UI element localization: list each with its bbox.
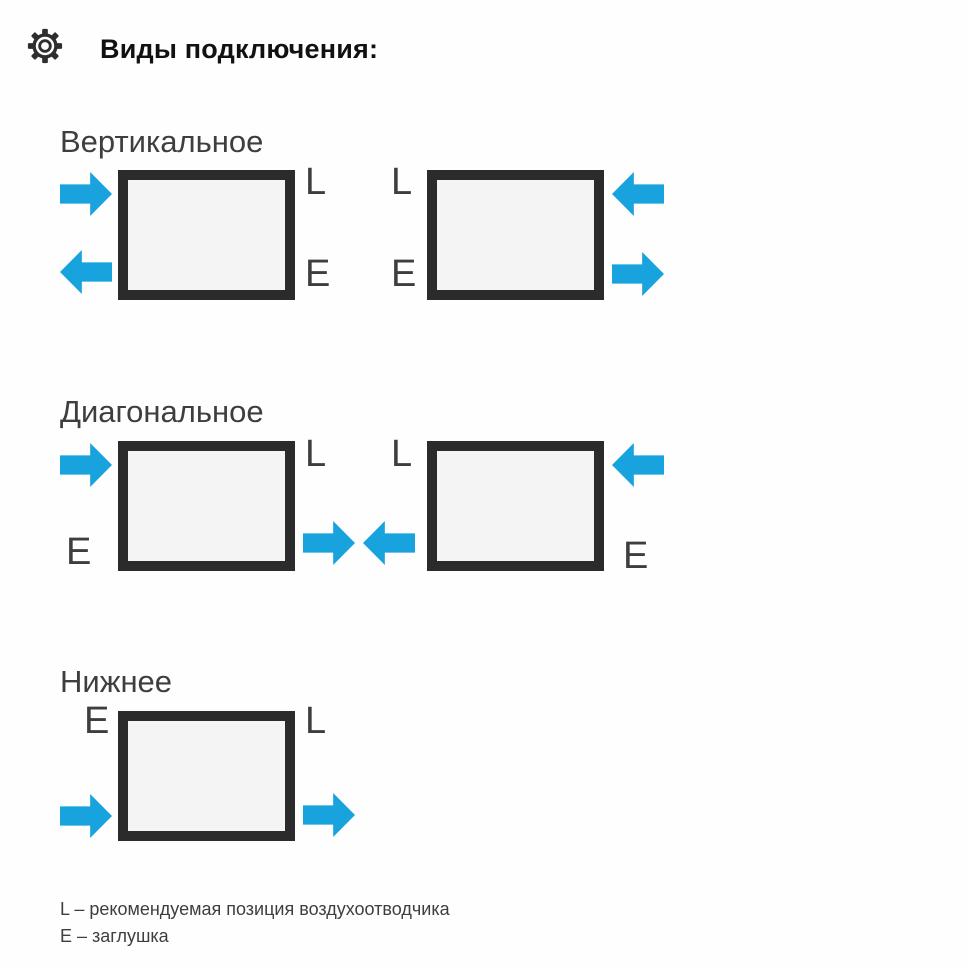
radiator-body: [427, 441, 604, 571]
section-title-diagonal: Диагональное: [60, 394, 264, 429]
radiator-body: [118, 711, 295, 841]
port-label-e: E: [66, 531, 92, 573]
flow-arrow-right-icon: [303, 793, 355, 837]
flow-arrow-right-icon: [60, 794, 112, 838]
gear-icon: [26, 27, 64, 65]
port-label-e: E: [623, 535, 649, 577]
flow-arrow-right-icon: [612, 252, 664, 296]
flow-arrow-left-icon: [363, 521, 415, 565]
flow-arrow-right-icon: [60, 172, 112, 216]
section-title-vertical: Вертикальное: [60, 124, 264, 159]
port-label-l: L: [305, 700, 327, 742]
page-title: Виды подключения:: [100, 34, 379, 64]
flow-arrow-right-icon: [60, 443, 112, 487]
legend-line-e: E – заглушка: [60, 926, 169, 946]
port-label-l: L: [391, 433, 413, 475]
flow-arrow-left-icon: [612, 172, 664, 216]
radiator-body: [118, 170, 295, 300]
flow-arrow-left-icon: [60, 250, 112, 294]
radiator-body: [118, 441, 295, 571]
port-label-l: L: [391, 161, 413, 203]
port-label-l: L: [305, 161, 327, 203]
legend-line-l: L – рекомендуемая позиция воздухоотводчика: [60, 899, 450, 919]
port-label-e: E: [84, 700, 110, 742]
port-label-e: E: [305, 253, 331, 295]
legend: [60, 896, 450, 950]
flow-arrow-left-icon: [612, 443, 664, 487]
port-label-e: E: [391, 253, 417, 295]
flow-arrow-right-icon: [303, 521, 355, 565]
section-title-bottom: Нижнее: [60, 664, 173, 699]
radiator-body: [427, 170, 604, 300]
port-label-l: L: [305, 433, 327, 475]
